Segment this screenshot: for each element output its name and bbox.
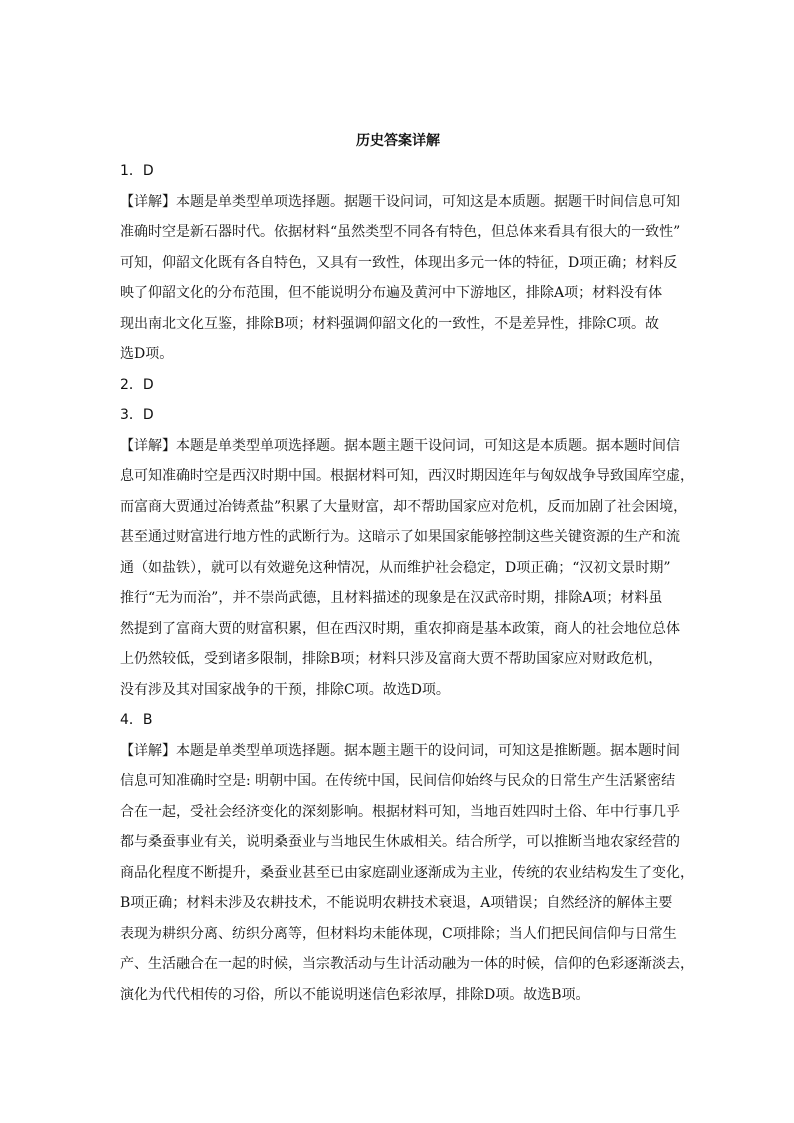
q3-explanation [120,431,694,706]
q1-explanation [120,187,681,370]
q3-explanation-line: 【详解】本题是单类型单项选择题。据本题主题干设问词，可知这是本质题。据本题时间信 [120,437,680,454]
q3-answer-label: 3．D [120,407,154,423]
q4-explanation-line: B项正确；材料未涉及农耕技术，不能说明农耕技术衰退，A项错误；自然经济的解体主要 [120,895,673,911]
q4-answer-label: 4．B [120,712,153,728]
q1-explanation-line: 【详解】本题是单类型单项选择题。据题干设问词，可知这是本质题。据题干时间信息可知 [120,193,680,210]
q2-answer-label: 2．D [120,376,154,393]
document-title: 历史答案详解 [356,133,440,149]
q3-explanation-line: 上仍然较低，受到诸多限制，排除B项；材料只涉及富商大贾不帮助国家应对财政危机， [120,651,663,667]
q3-explanation-line: 甚至通过财富进行地方性的武断行为。这暗示了如果国家能够控制这些关键资源的生产和流 [120,529,680,545]
q4-explanation-line: 演化为代代相传的习俗，所以不能说明迷信色彩浓厚，排除D项。故选B项。 [120,986,590,1003]
q4-explanation-line: 【详解】本题是单类型单项选择题。据本题主题干的设问词，可知这是推断题。据本题时间 [120,742,680,759]
q1-explanation-line: 可知，仰韶文化既有各自特色，又具有一致性，体现出多元一体的特征，D项正确；材料反 [120,254,678,271]
q3-explanation-line: 推行“无为而治”，并不崇尚武德，且材料描述的现象是在汉武帝时期，排除A项；材料虽 [120,590,663,606]
q3-explanation-line: 而富商大贾通过冶铸煮盐”积累了大量财富，却不帮助国家应对危机，反而加剧了社会困境， [120,498,688,515]
q4-explanation-line: 表现为耕织分离、纺织分离等，但材料均未能体现，C项排除；当人们把民间信仰与日常生 [120,925,677,942]
q1-explanation-line: 准确时空是新石器时代。依据材料“虽然类型不同各有特色，但总体来看具有很大的一致性” [120,224,681,240]
q3-explanation-line: 没有涉及其对国家战争的干预，排除C项。故选D项。 [120,681,450,698]
q4-explanation-line: 产、生活融合在一起的时候，当宗教活动与生计活动融为一体的时候，信仰的色彩逐渐淡去， [120,956,694,972]
q4-explanation [120,736,694,1011]
q3-explanation-line: 息可知准确时空是西汉时期中国。根据材料可知，西汉时期因连年与匈奴战争导致国库空虚， [120,468,694,484]
q1-answer-label: 1．D [120,163,154,179]
q1-explanation-line: 映了仰韶文化的分布范围，但不能说明分布遍及黄河中下游地区，排除A项；材料没有体 [120,285,663,301]
answer-document [120,126,694,1010]
q4-explanation-line: 信息可知准确时空是: 明朝中国。在传统中国，民间信仰始终与民众的日常生产生活紧密结 [120,773,676,789]
q4-explanation-line: 合在一起，受社会经济变化的深刻影响。根据材料可知，当地百姓四时土俗、年中行事几乎 [120,803,680,820]
q4-explanation-line: 都与桑蚕事业有关，说明桑蚕业与当地民生休戚相关。结合所学，可以推断当地农家经营的 [120,834,680,850]
q3-explanation-line: 通（如盐铁），就可以有效避免这种情况，从而维护社会稳定，D项正确；“汉初文景时期” [120,559,671,576]
q1-explanation-line: 选D项。 [120,346,174,362]
q3-explanation-line: 然提到了富商大贾的财富积累，但在西汉时期，重农抑商是基本政策，商人的社会地位总体 [120,620,680,637]
q4-explanation-line: 商品化程度不断提升，桑蚕业甚至已由家庭副业逐渐成为主业，传统的农业结构发生了变化， [120,864,694,881]
q1-explanation-line: 现出南北文化互鉴，排除B项；材料强调仰韶文化的一致性，不是差异性，排除C项。故 [120,315,659,332]
